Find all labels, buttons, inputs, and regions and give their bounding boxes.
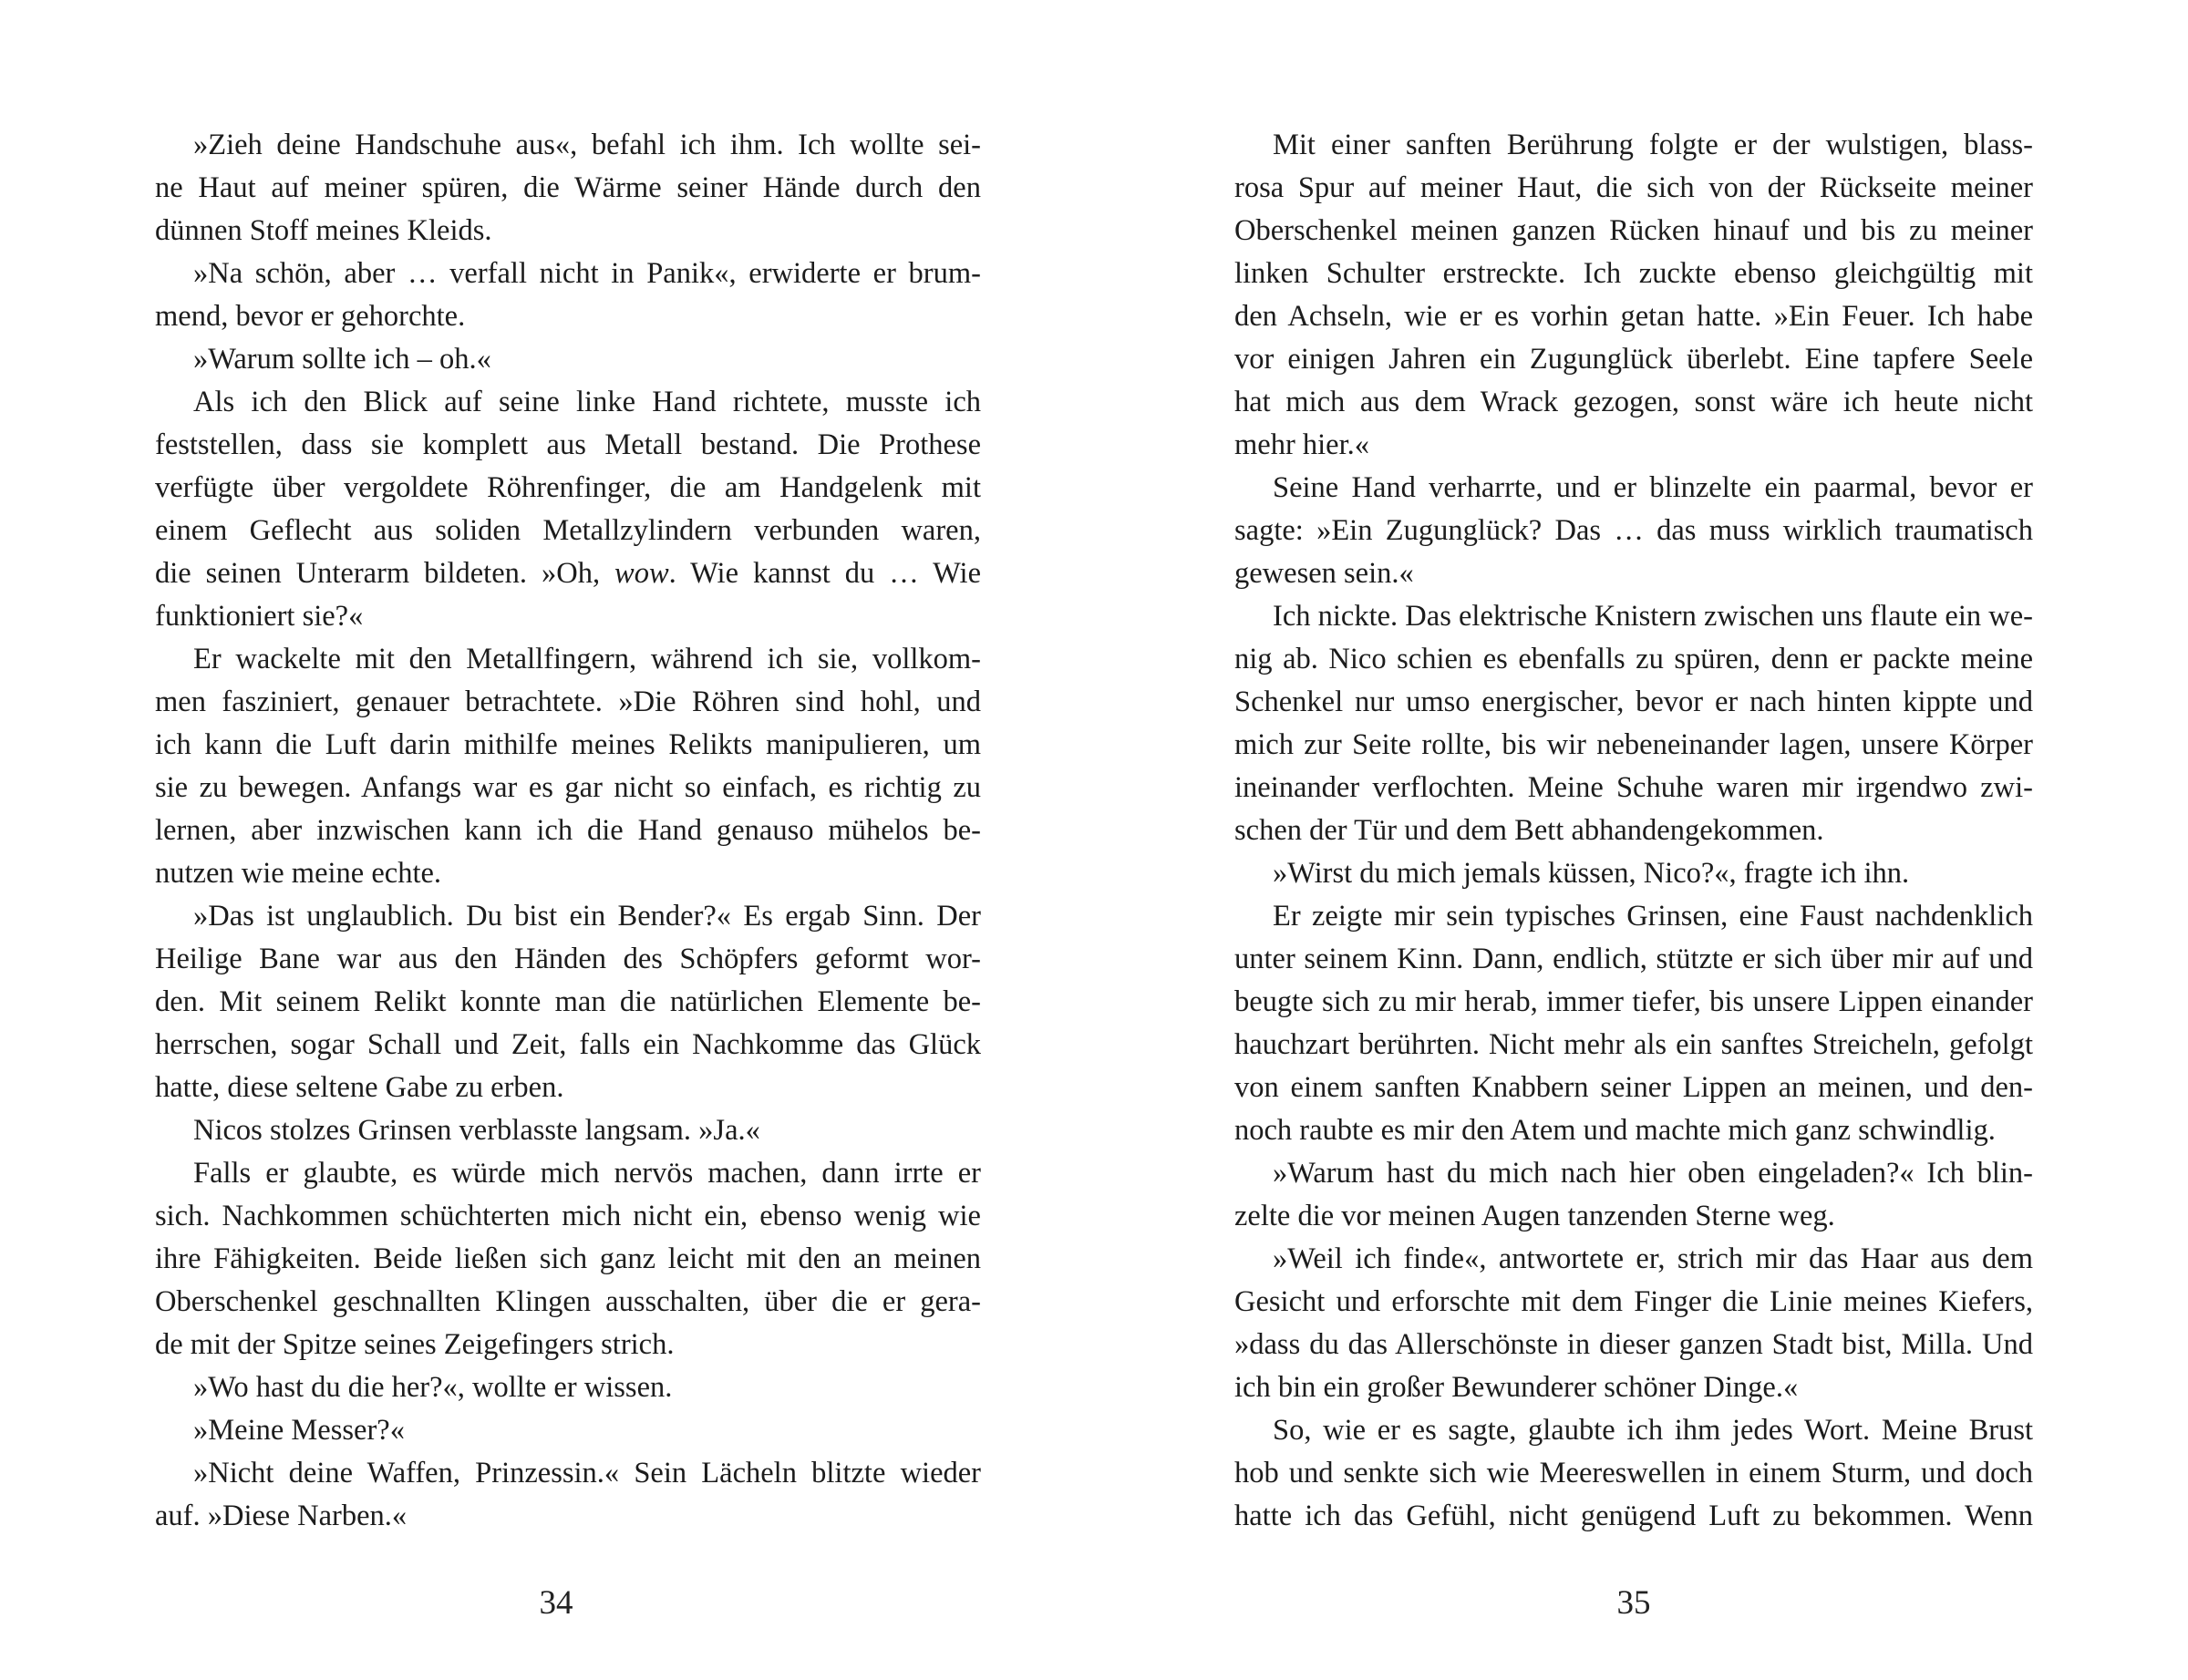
text-line: ich kann die Luft darin mithilfe meines Relikts manipulieren, um — [155, 728, 981, 761]
text-line: zelte die vor meinen Augen tanzenden Sterne weg. — [1234, 1200, 1835, 1232]
text-line: sich. Nachkommen schüchterten mich nicht ein, ebenso wenig wie — [155, 1200, 981, 1232]
text-line: »Wo hast du die her?«, wollte er wissen. — [193, 1371, 673, 1404]
paragraph — [155, 381, 981, 638]
paragraph — [1234, 1409, 2033, 1538]
paragraph — [155, 253, 981, 338]
text-line: herrschen, sogar Schall und Zeit, falls ein Nachkomme das Glück — [155, 1028, 981, 1061]
paragraph — [155, 338, 981, 381]
paragraph — [1234, 467, 2033, 595]
text-line: hob und senkte sich wie Meereswellen in einem Sturm, und doch — [1234, 1457, 2033, 1489]
text-line: hat mich aus dem Wrack gezogen, sonst wäre ich heute nicht — [1234, 386, 2033, 418]
text-line: »Na schön, aber … verfall nicht in Panik«, erwiderte er brum- — [193, 257, 981, 290]
text-line: Falls er glaubte, es würde mich nervös machen, dann irrte er — [193, 1157, 981, 1190]
text-line: Schenkel nur umso energischer, bevor er nach hinten kippte und — [1234, 685, 2033, 718]
paragraph — [1234, 124, 2033, 467]
text-line: »Warum sollte ich – oh.« — [193, 343, 491, 376]
text-line: Er wackelte mit den Metallfingern, während ich sie, vollkom- — [193, 643, 981, 675]
text-line: unter seinem Kinn. Dann, endlich, stützte er sich über mir auf und — [1234, 943, 2033, 975]
paragraph — [155, 1152, 981, 1366]
text-line: einem Geflecht aus soliden Metallzylindern verbunden waren, — [155, 514, 981, 547]
text-line: verfügte über vergoldete Röhrenfinger, die am Handgelenk mit — [155, 471, 981, 504]
text-line: men fasziniert, genauer betrachtete. »Die Röhren sind hohl, und — [155, 685, 981, 718]
text-line: die seinen Unterarm bildeten. »Oh, wow. Wie kannst du … Wie — [155, 557, 981, 590]
text-line: den. Mit seinem Relikt konnte man die natürlichen Elemente be- — [155, 985, 981, 1018]
text-line: Er zeigte mir sein typisches Grinsen, eine Faust nachdenklich — [1273, 900, 2033, 933]
page-left-text-block — [155, 124, 981, 1538]
text-line: sagte: »Ein Zugunglück? Das … das muss wirklich traumatisch — [1234, 514, 2033, 547]
text-line: »Weil ich finde«, antwortete er, strich mir das Haar aus dem — [1273, 1242, 2033, 1275]
text-line: feststellen, dass sie komplett aus Metall bestand. Die Prothese — [155, 428, 981, 461]
paragraph — [155, 895, 981, 1109]
page-number-left: 34 — [539, 1584, 573, 1622]
paragraph — [1234, 1152, 2033, 1238]
text-line: ne Haut auf meiner spüren, die Wärme seiner Hände durch den — [155, 171, 981, 204]
page-number-right: 35 — [1616, 1584, 1651, 1622]
paragraph — [155, 638, 981, 895]
text-line: vor einigen Jahren ein Zugunglück überlebt. Eine tapfere Seele — [1234, 343, 2033, 376]
text-line: Gesicht und erforschte mit dem Finger die Linie meines Kiefers, — [1234, 1285, 2033, 1318]
text-line: nutzen wie meine echte. — [155, 857, 442, 890]
text-line: »Warum hast du mich nach hier oben eingeladen?« Ich blin- — [1273, 1157, 2033, 1190]
paragraph — [155, 1409, 981, 1452]
paragraph — [155, 1452, 981, 1538]
text-line: gewesen sein.« — [1234, 557, 1414, 590]
text-line: lernen, aber inzwischen kann ich die Hand genauso mühelos be- — [155, 814, 981, 847]
text-line: Nicos stolzes Grinsen verblasste langsam. »Ja.« — [193, 1114, 760, 1147]
text-line: noch raubte es mir den Atem und machte mich ganz schwindlig. — [1234, 1114, 1996, 1147]
text-line: mehr hier.« — [1234, 428, 1370, 461]
paragraph — [155, 124, 981, 253]
text-line: Oberschenkel geschnallten Klingen ausschalten, über die er gera- — [155, 1285, 981, 1318]
text-line: »Das ist unglaublich. Du bist ein Bender?« Es ergab Sinn. Der — [193, 900, 981, 933]
page-right-text-block — [1234, 124, 2033, 1538]
text-line: »Nicht deine Waffen, Prinzessin.« Sein Lächeln blitzte wieder — [193, 1457, 981, 1489]
text-line: nig ab. Nico schien es ebenfalls zu spüren, denn er packte meine — [1234, 643, 2033, 675]
text-line: mend, bevor er gehorchte. — [155, 300, 466, 333]
text-line: de mit der Spitze seines Zeigefingers strich. — [155, 1328, 675, 1361]
text-line: hauchzart berührten. Nicht mehr als ein sanftes Streicheln, gefolgt — [1234, 1028, 2033, 1061]
text-line: schen der Tür und dem Bett abhandengekommen. — [1234, 814, 1824, 847]
text-line: beugte sich zu mir herab, immer tiefer, bis unsere Lippen einander — [1234, 985, 2033, 1018]
paragraph — [1234, 1238, 2033, 1409]
text-line: »Meine Messer?« — [193, 1414, 405, 1447]
text-line: ich bin ein großer Bewunderer schöner Dinge.« — [1234, 1371, 1799, 1404]
text-line: »Zieh deine Handschuhe aus«, befahl ich ihm. Ich wollte sei- — [193, 129, 981, 161]
text-line: auf. »Diese Narben.« — [155, 1500, 408, 1532]
text-line: dünnen Stoff meines Kleids. — [155, 214, 492, 247]
paragraph — [1234, 895, 2033, 1152]
text-line: Heilige Bane war aus den Händen des Schöpfers geformt wor- — [155, 943, 981, 975]
text-line: ihre Fähigkeiten. Beide ließen sich ganz leicht mit den an meinen — [155, 1242, 981, 1275]
paragraph — [155, 1109, 981, 1152]
text-line: hatte ich das Gefühl, nicht genügend Luft zu bekommen. Wenn — [1234, 1500, 2033, 1532]
text-line: »Wirst du mich jemals küssen, Nico?«, fragte ich ihn. — [1273, 857, 1910, 890]
text-line: Mit einer sanften Berührung folgte er der wulstigen, blass- — [1273, 129, 2033, 161]
text-line: rosa Spur auf meiner Haut, die sich von der Rückseite meiner — [1234, 171, 2033, 204]
paragraph — [1234, 595, 2033, 852]
text-line: So, wie er es sagte, glaubte ich ihm jedes Wort. Meine Brust — [1273, 1414, 2033, 1447]
text-line: ineinander verflochten. Meine Schuhe waren mir irgendwo zwi- — [1234, 771, 2033, 804]
text-line: Ich nickte. Das elektrische Knistern zwischen uns flaute ein we- — [1273, 600, 2033, 633]
text-line: »dass du das Allerschönste in dieser ganzen Stadt bist, Milla. Und — [1234, 1328, 2033, 1361]
paragraph — [155, 1366, 981, 1409]
text-line: sie zu bewegen. Anfangs war es gar nicht so einfach, es richtig zu — [155, 771, 981, 804]
text-line: Als ich den Blick auf seine linke Hand richtete, musste ich — [193, 386, 981, 418]
text-line: hatte, diese seltene Gabe zu erben. — [155, 1071, 564, 1104]
text-line: linken Schulter erstreckte. Ich zuckte ebenso gleichgültig mit — [1234, 257, 2033, 290]
text-line: Seine Hand verharrte, und er blinzelte ein paarmal, bevor er — [1273, 471, 2033, 504]
text-line: den Achseln, wie er es vorhin getan hatte. »Ein Feuer. Ich habe — [1234, 300, 2033, 333]
text-line: funktioniert sie?« — [155, 600, 364, 633]
paragraph — [1234, 852, 2033, 895]
text-line: von einem sanften Knabbern seiner Lippen an meinen, und den- — [1234, 1071, 2033, 1104]
text-line: mich zur Seite rollte, bis wir nebeneinander lagen, unsere Körper — [1234, 728, 2033, 761]
text-line: Oberschenkel meinen ganzen Rücken hinauf und bis zu meiner — [1234, 214, 2033, 247]
